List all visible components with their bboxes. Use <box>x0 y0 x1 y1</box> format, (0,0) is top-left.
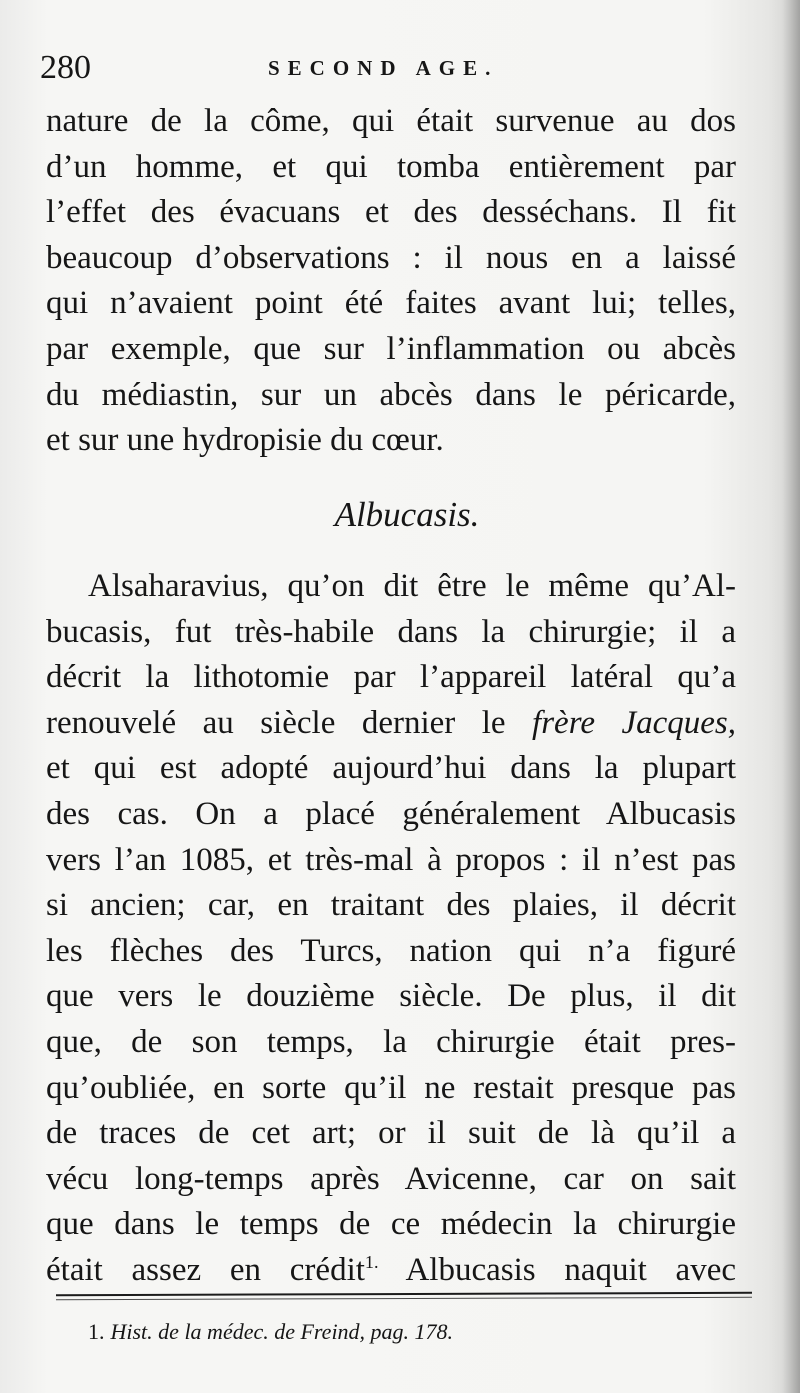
section-heading <box>0 491 800 539</box>
running-head: SECOND AGE. <box>268 56 499 80</box>
text-line: bucasis, fut très-habile dans la chirurgie; il a <box>46 613 736 650</box>
text-segment: était assez en crédit <box>46 1251 365 1288</box>
page-header <box>40 46 740 90</box>
footnote-rule-thin <box>56 1297 752 1300</box>
section-title: Albucasis. <box>334 495 480 534</box>
text-line: que vers le douzième siècle. De plus, il dit <box>46 978 736 1015</box>
text-line: que dans le temps de ce médecin la chirurgie <box>46 1206 736 1243</box>
text-segment: Albucasis naquit avec <box>405 1251 736 1288</box>
text-line: qu’oubliée, en sorte qu’il ne restait presque pas <box>46 1069 736 1106</box>
text-line: et sur une hydropisie du cœur. <box>46 422 444 459</box>
footnote-number: 1. <box>88 1319 105 1344</box>
text-line-with-footnote-ref <box>46 1248 736 1294</box>
page-gutter-shadow <box>782 0 800 1393</box>
text-line: beaucoup d’observations : il nous en a laissé <box>46 239 736 276</box>
italic-name: frère Jacques, <box>532 704 736 741</box>
footnote-marker: 1. <box>364 1251 379 1272</box>
text-line: les flèches des Turcs, nation qui n’a figuré <box>46 932 736 969</box>
text-line-with-italic <box>46 701 736 747</box>
text-line: vécu long-temps après Avicenne, car on sait <box>46 1160 736 1197</box>
text-line: si ancien; car, en traitant des plaies, il décrit <box>46 887 736 924</box>
text-line: Alsaharavius, qu’on dit être le même qu’Al- <box>88 568 736 604</box>
page-number: 280 <box>40 49 91 86</box>
text-line: vers l’an 1085, et très-mal à propos : il n’est pas <box>46 841 736 878</box>
text-line: de traces de cet art; or il suit de là qu’il a <box>46 1115 736 1152</box>
text-line: des cas. On a placé généralement Albucasis <box>46 795 736 832</box>
footnote <box>88 1316 453 1348</box>
text-line: que, de son temps, la chirurgie était pres- <box>46 1023 736 1060</box>
text-line: l’effet des évacuans et des desséchans. Il fit <box>46 194 736 231</box>
text-line: qui n’avaient point été faites avant lui; telles, <box>46 285 736 322</box>
text-line: du médiastin, sur un abcès dans le péricarde, <box>46 376 736 413</box>
text-line: décrit la lithotomie par l’appareil latéral qu’a <box>46 659 736 696</box>
text-line: et qui est adopté aujourd’hui dans la plupart <box>46 750 736 787</box>
text-line: d’un homme, et qui tomba entièrement par <box>46 148 736 185</box>
text-line: nature de la côme, qui était survenue au dos <box>46 103 736 139</box>
text-line: par exemple, que sur l’inflammation ou abcès <box>46 330 736 367</box>
text-segment: renouvelé au siècle dernier le <box>46 704 506 741</box>
paragraph-continued <box>46 99 736 464</box>
footnote-text: Hist. de la médec. de Freind, pag. 178. <box>110 1319 454 1344</box>
paragraph-albucasis <box>46 564 736 1294</box>
